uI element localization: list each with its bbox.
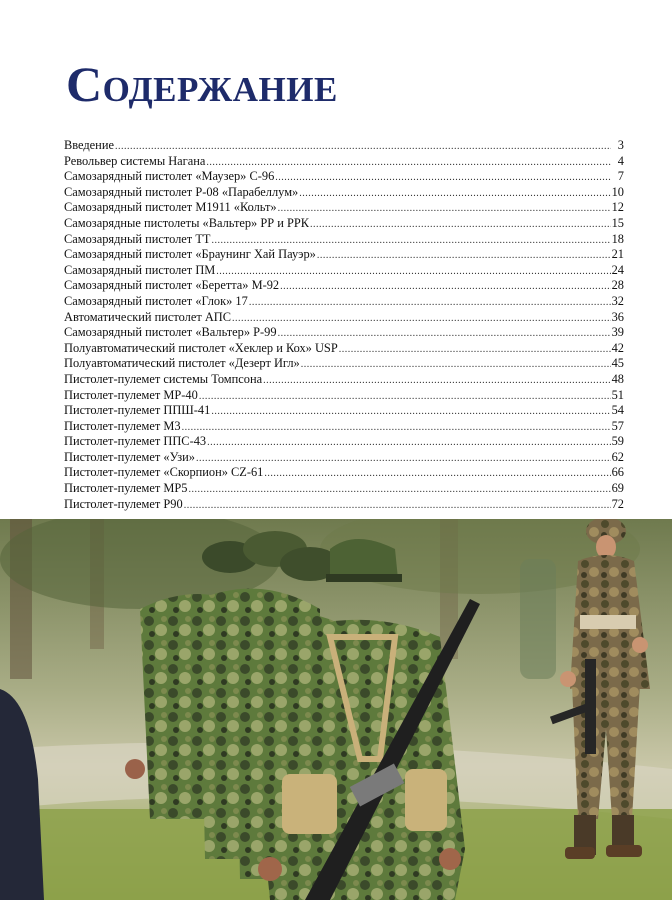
toc-page-number: 12: [611, 200, 624, 215]
toc-page-number: 18: [611, 231, 624, 246]
toc-page-number: 10: [611, 184, 624, 199]
toc-leader: [249, 295, 611, 311]
toc-page-number: 45: [611, 356, 624, 371]
toc-row[interactable]: [64, 341, 624, 357]
toc-label: Самозарядный пистолет «Вальтер» Р-99: [64, 325, 277, 340]
toc-page-number: 39: [611, 325, 624, 340]
toc-leader: [339, 342, 611, 358]
toc-row[interactable]: [64, 356, 624, 372]
toc-row[interactable]: [64, 325, 624, 341]
toc-label: Самозарядный пистолет Р-08 «Парабеллум»: [64, 184, 299, 199]
toc-label: Пистолет-пулемет Р90: [64, 496, 183, 511]
toc-label: Пистолет-пулемет МР5: [64, 481, 188, 496]
toc-label: Полуавтоматический пистолет «Хеклер и Кох» USP: [64, 340, 338, 355]
toc-leader: [301, 357, 611, 373]
toc-leader: [263, 373, 611, 389]
toc-label: Самозарядный пистолет «Беретта» М-92: [64, 278, 280, 293]
toc-row[interactable]: [64, 154, 624, 170]
toc-row[interactable]: [64, 465, 624, 481]
toc-leader: [299, 186, 610, 202]
toc-page-number: 72: [611, 496, 624, 511]
toc-label: Самозарядный пистолет ПМ: [64, 262, 216, 277]
toc-page-number: 42: [611, 340, 624, 355]
toc-label: Полуавтоматический пистолет «Дезерт Игл»: [64, 356, 300, 371]
toc-label: Самозарядные пистолеты «Вальтер» РР и РРК: [64, 215, 309, 230]
toc-row[interactable]: [64, 372, 624, 388]
toc-row[interactable]: [64, 216, 624, 232]
toc-row[interactable]: [64, 200, 624, 216]
toc-leader: [196, 451, 611, 467]
toc-page-number: 51: [611, 387, 624, 402]
toc-row[interactable]: [64, 310, 624, 326]
toc-label: Пистолет-пулемет ППШ-41: [64, 403, 211, 418]
toc-label: Пистолет-пулемет ППС-43: [64, 434, 207, 449]
toc-leader: [278, 201, 611, 217]
toc-row[interactable]: [64, 247, 624, 263]
toc-leader: [189, 482, 611, 498]
toc-leader: [310, 217, 611, 233]
toc-row[interactable]: [64, 185, 624, 201]
toc-label: Пистолет-пулемет системы Томпсона: [64, 371, 263, 386]
toc-page-number: 24: [611, 262, 624, 277]
toc-page-number: 21: [611, 247, 624, 262]
toc-page-number: 62: [611, 449, 624, 464]
toc-leader: [115, 139, 611, 155]
page-title: Содержание: [66, 56, 338, 112]
toc-label: Пистолет-пулемет МР-40: [64, 387, 198, 402]
toc-row[interactable]: [64, 169, 624, 185]
toc-row[interactable]: [64, 450, 624, 466]
toc-page-number: 15: [611, 215, 624, 230]
toc-leader: [317, 248, 611, 264]
toc-page-number: 28: [611, 278, 624, 293]
toc-row[interactable]: [64, 388, 624, 404]
toc-leader: [216, 264, 610, 280]
toc-label: Пистолет-пулемет «Скорпион» CZ-61: [64, 465, 264, 480]
toc-label: Самозарядный пистолет ТТ: [64, 231, 211, 246]
toc-leader: [211, 233, 610, 249]
toc-label: Пистолет-пулемет «Узи»: [64, 449, 196, 464]
toc-page-number: 69: [611, 481, 624, 496]
toc-page-number: 57: [611, 418, 624, 433]
toc-label: Самозарядный пистолет «Браунинг Хай Пауэр»: [64, 247, 316, 262]
toc-leader: [232, 311, 611, 327]
toc-leader: [264, 466, 610, 482]
toc-page-number: 36: [611, 309, 624, 324]
toc-label: Самозарядный пистолет «Глок» 17: [64, 293, 248, 308]
toc-leader: [275, 170, 611, 186]
toc-row[interactable]: [64, 497, 624, 513]
toc-leader: [206, 155, 611, 171]
toc-label: Автоматический пистолет АПС: [64, 309, 232, 324]
toc-page-number: 66: [611, 465, 624, 480]
toc-leader: [211, 404, 610, 420]
toc-row[interactable]: [64, 138, 624, 154]
toc-label: Введение: [64, 138, 114, 152]
soldiers-photo: [0, 519, 672, 900]
toc-row[interactable]: [64, 263, 624, 279]
toc-page-number: 4: [617, 153, 624, 168]
table-of-contents: [64, 138, 624, 512]
toc-page-number: 59: [611, 434, 624, 449]
toc-label: Револьвер системы Нагана: [64, 153, 206, 168]
toc-page-number: 3: [617, 138, 624, 152]
toc-row[interactable]: [64, 294, 624, 310]
toc-leader: [280, 279, 610, 295]
toc-leader: [182, 420, 611, 436]
toc-row[interactable]: [64, 403, 624, 419]
photo-illustration: [0, 519, 672, 900]
toc-label: Самозарядный пистолет «Маузер» С-96: [64, 169, 275, 184]
toc-label: Пистолет-пулемет М3: [64, 418, 181, 433]
toc-page-number: 7: [617, 169, 624, 184]
toc-leader: [199, 389, 611, 405]
toc-row[interactable]: [64, 278, 624, 294]
toc-leader: [184, 498, 611, 514]
toc-row[interactable]: [64, 232, 624, 248]
toc-row[interactable]: [64, 434, 624, 450]
toc-page-number: 32: [611, 293, 624, 308]
toc-leader: [278, 326, 611, 342]
toc-page-number: 48: [611, 371, 624, 386]
toc-row[interactable]: [64, 419, 624, 435]
toc-page-number: 54: [611, 403, 624, 418]
toc-row[interactable]: [64, 481, 624, 497]
toc-leader: [207, 435, 611, 451]
toc-label: Самозарядный пистолет М1911 «Кольт»: [64, 200, 277, 215]
